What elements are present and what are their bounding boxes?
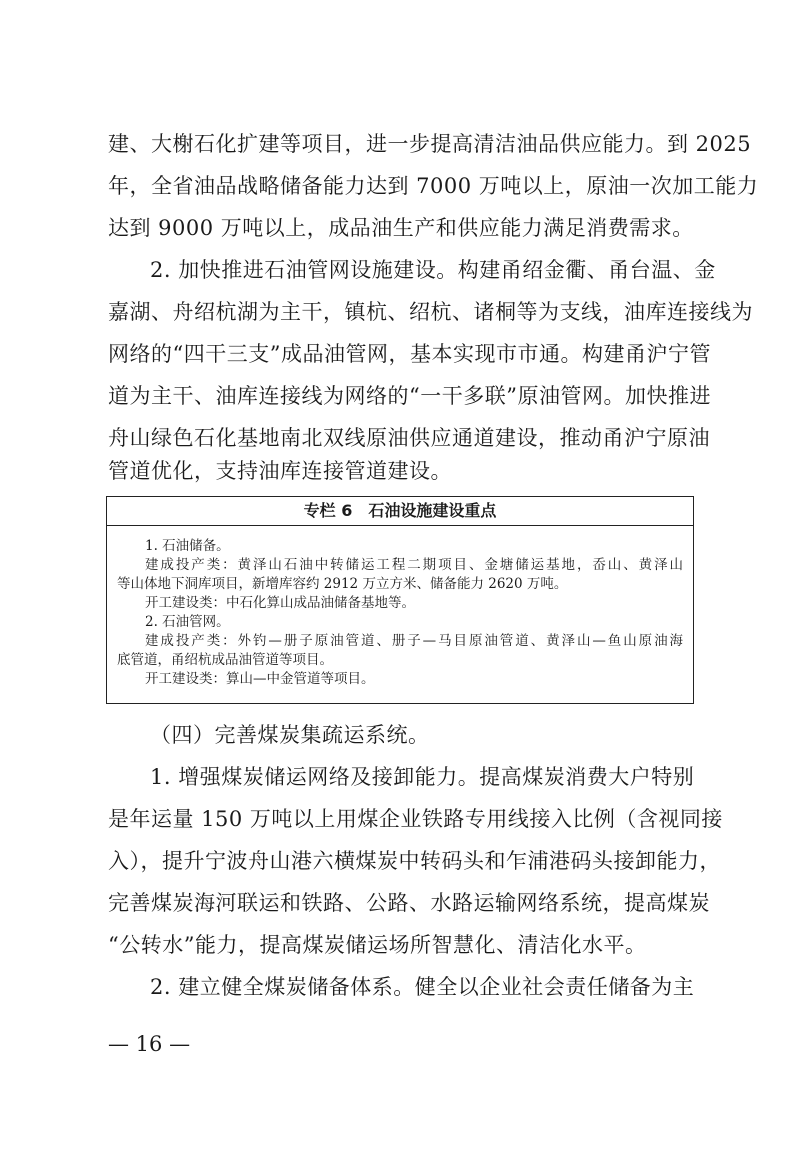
body-text-line: 道为主干、油库连接线为网络的“一干多联”原油管网。加快推进 [108,384,711,408]
body-text-line: 入），提升宁波舟山港六横煤炭中转码头和乍浦港码头接卸能力， [108,849,721,873]
body-text-line: 2. 加快推进石油管网设施建设。构建甬绍金衢、甬台温、金 [150,258,716,282]
section-heading: （四）完善煤炭集疏运系统。 [150,723,430,747]
feature-box-line: 开工建设类：中石化算山成品油储备基地等。 [145,595,415,611]
body-text-line: 网络的“四干三支”成品油管网，基本实现市市通。构建甬沪宁管 [108,342,711,366]
body-text-line: 管道优化，支持油库连接管道建设。 [108,459,452,483]
page-number: — 16 — [108,1032,191,1056]
body-text-line: 达到 9000 万吨以上，成品油生产和供应能力满足消费需求。 [108,216,694,240]
feature-box-line: 等山体地下洞库项目，新增库容约 2912 万立方米、储备能力 2620 万吨。 [117,576,568,592]
feature-box-line: 建成投产类：外钓—册子原油管道、册子—马目原油管道、黄泽山—鱼山原油海 [145,633,683,649]
body-text-line: “公转水”能力，提高煤炭储运场所智慧化、清洁化水平。 [108,933,647,957]
body-text-line: 建、大榭石化扩建等项目，进一步提高清洁油品供应能力。到 2025 [108,132,752,156]
body-text-line: 年，全省油品战略储备能力达到 7000 万吨以上，原油一次加工能力 [108,174,759,198]
feature-box-line: 建成投产类：黄泽山石油中转储运工程二期项目、金塘储运基地，岙山、黄泽山 [145,557,683,573]
body-text-line: 舟山绿色石化基地南北双线原油供应通道建设，推动甬沪宁原油 [108,426,710,450]
feature-box-line: 底管道，甬绍杭成品油管道等项目。 [117,652,333,668]
body-text-line: 2. 建立健全煤炭储备体系。健全以企业社会责任储备为主 [150,975,695,999]
feature-box-line: 开工建设类：算山—中金管道等项目。 [145,671,375,687]
body-text-line: 是年运量 150 万吨以上用煤企业铁路专用线接入比例（含视同接 [108,807,723,831]
body-text-line: 嘉湖、舟绍杭湖为主干，镇杭、绍杭、诸桐等为支线，油库连接线为 [108,300,753,324]
feature-box-title: 专栏 6 石油设施建设重点 [107,497,693,526]
body-text-line: 1. 增强煤炭储运网络及接卸能力。提高煤炭消费大户特别 [150,765,695,789]
feature-box [106,496,694,704]
feature-box-line: 1. 石油储备。 [145,538,230,554]
feature-box-line: 2. 石油管网。 [145,614,230,630]
body-text-line: 完善煤炭海河联运和铁路、公路、水路运输网络系统，提高煤炭 [108,891,710,915]
